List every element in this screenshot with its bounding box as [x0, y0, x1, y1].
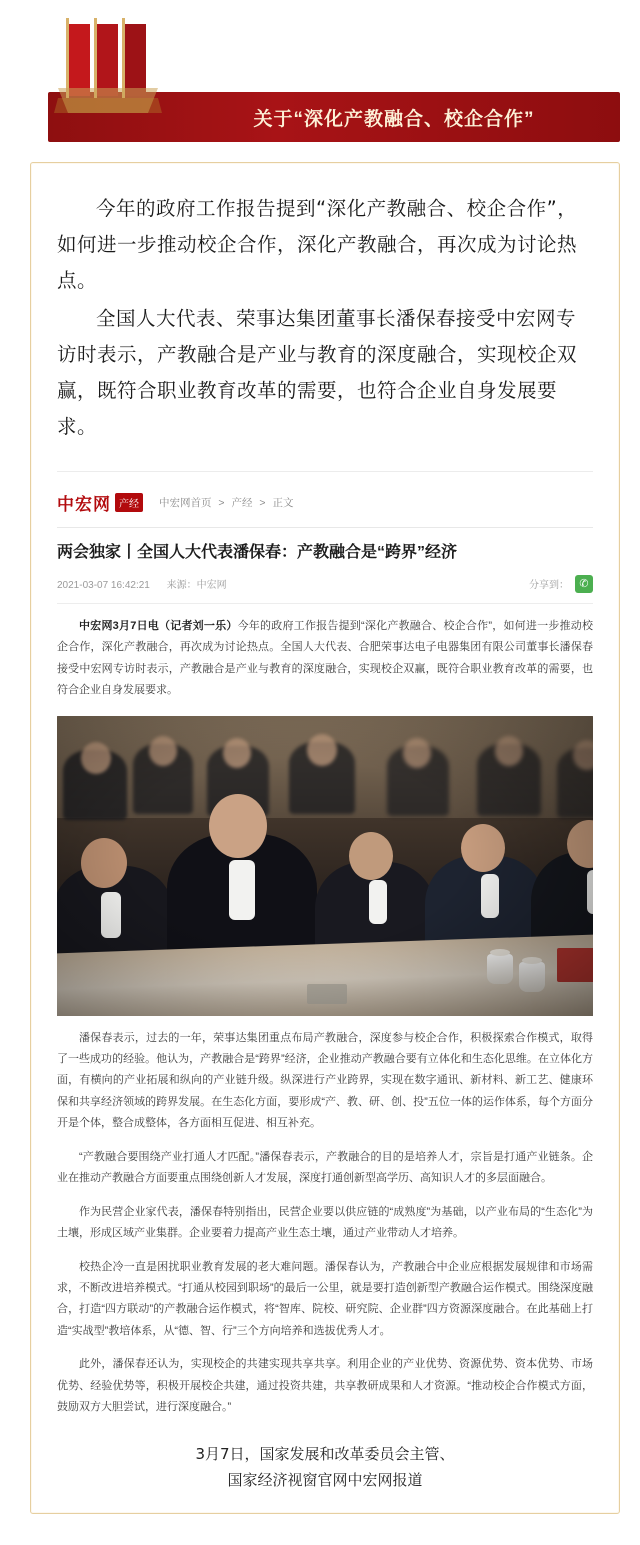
- article-paragraph-1-text: 今年的政府工作报告提到“深化产教融合、校企合作”，如何进一步推动校企合作，深化产教融合，再次成为讨论热点。全国人大代表、合肥荣事达电子电器集团有限公司董事长潘保春接受中宏网专访时表示，产教融合是产业与教育的深度融合，实现校企双赢，既符合职业教育改革的需要，也符合企业自身发展要求。: [57, 619, 594, 697]
- article-date: 2021-03-07 16:42:21: [57, 580, 150, 592]
- article-paragraph-3: “产教融合要围绕产业打通人才匹配。”潘保春表示，产教融合的目的是培养人才，宗旨是打通产业链条。企业在推动产教融合方面要重点围绕创新人才发展，深度打通创新型高学历、高知识人才的多层面融合。: [57, 1150, 593, 1185]
- article-photo: [57, 716, 593, 1016]
- red-flags-icon: [48, 18, 168, 113]
- breadcrumb-sep-1: >: [218, 497, 225, 510]
- article-dateline: 中宏网3月7日电（记者刘一乐）: [79, 619, 238, 632]
- photo-vignette: [57, 716, 593, 1016]
- embedded-article: [57, 471, 593, 1418]
- site-logo-tag: 产经: [115, 493, 143, 512]
- share-group: [529, 575, 593, 593]
- footer-credit: [57, 1441, 593, 1494]
- lead-paragraph-1: 今年的政府工作报告提到“深化产教融合、校企合作”，如何进一步推动校企合作，深化产教融合，再次成为讨论热点。: [57, 197, 578, 293]
- breadcrumb-sep-2: >: [259, 497, 266, 510]
- bottom-spacer: [0, 1514, 640, 1536]
- article-meta-row: [57, 575, 593, 604]
- banner-title: 关于“深化产教融合、校企合作”: [253, 108, 535, 130]
- article-paragraph-4: 作为民营企业家代表，潘保春特别指出，民营企业要以供应链的“成熟度”为基础，以产业布局的“生态化”为土壤，形成区域产业集群。企业要着力提高产业生态土壤，通过产业带动人才培养。: [57, 1205, 593, 1240]
- breadcrumb-item-current: 正文: [272, 497, 294, 510]
- breadcrumb-item-section[interactable]: 产经: [231, 497, 253, 510]
- article-source: 来源：中宏网: [166, 580, 227, 592]
- article-paragraph-1: [57, 616, 593, 702]
- article-meta-left: [57, 576, 227, 591]
- header-banner: [0, 0, 640, 150]
- share-label: 分享到：: [529, 580, 569, 592]
- article-title: 两会独家丨全国人大代表潘保春：产教融合是“跨界”经济: [57, 527, 593, 564]
- site-logo-text: 中宏网: [57, 495, 111, 516]
- lead-section: [57, 191, 593, 445]
- wechat-icon[interactable]: ✆: [575, 575, 593, 593]
- footer-line-1: 3月7日，国家发展和改革委员会主管、: [195, 1444, 455, 1463]
- footer-line-2: 国家经济视窗官网中宏网报道: [227, 1470, 423, 1489]
- article-paragraph-2: 潘保春表示，过去的一年，荣事达集团重点布局产教融合，深度参与校企合作，积极探索合作模式，取得了一些成功的经验。他认为，产教融合是“跨界”经济，企业推动产教融合要有立体化和生态化思维。在立体化方面，有横向的产业拓展和纵向的产业链升级。纵深进行产业跨界，实现在数字通讯、新材料、新工艺、健康环保和共享经济领域的跨界发展。在生态化方面，要形成“产、教、研、创、投”五位一体的运作体系，每个方面分开是个体，整合成整体，各方面相互促进、相互补充。: [57, 1031, 593, 1130]
- lead-paragraph-2: 全国人大代表、荣事达集团董事长潘保春接受中宏网专访时表示，产教融合是产业与教育的深度融合，实现校企双赢，既符合职业教育改革的需要，也符合企业自身发展要求。: [57, 307, 578, 439]
- breadcrumb-item-home[interactable]: 中宏网首页: [159, 497, 212, 510]
- content-card: [30, 162, 620, 1514]
- site-logo[interactable]: [57, 490, 143, 515]
- article-paragraph-6: 此外，潘保春还认为，实现校企的共建实现共享共享。利用企业的产业优势、资源优势、资本优势、市场优势、经验优势等，积极开展校企共建，通过投资共建，共享教研成果和人才资源。“推动校企合作模式方面，鼓励双方大胆尝试，进行深度融合。”: [57, 1358, 593, 1414]
- article-paragraph-5: 校热企冷一直是困扰职业教育发展的老大难问题。潘保春认为，产教融合中企业应根据发展规律和市场需求，不断改进培养模式。“打通从校园到职场”的最后一公里，就是要打造创新型产教融合运作模式。围绕深度融合，打造“四方联动”的产教融合运作模式，将“智库、院校、研究院、企业群”四方资源深度融合。在此基础上打造“实战型”教培体系，从“德、智、行”三个方向培养和选拔优秀人才。: [57, 1260, 593, 1337]
- breadcrumb: [157, 495, 295, 510]
- site-header-row: [57, 490, 593, 527]
